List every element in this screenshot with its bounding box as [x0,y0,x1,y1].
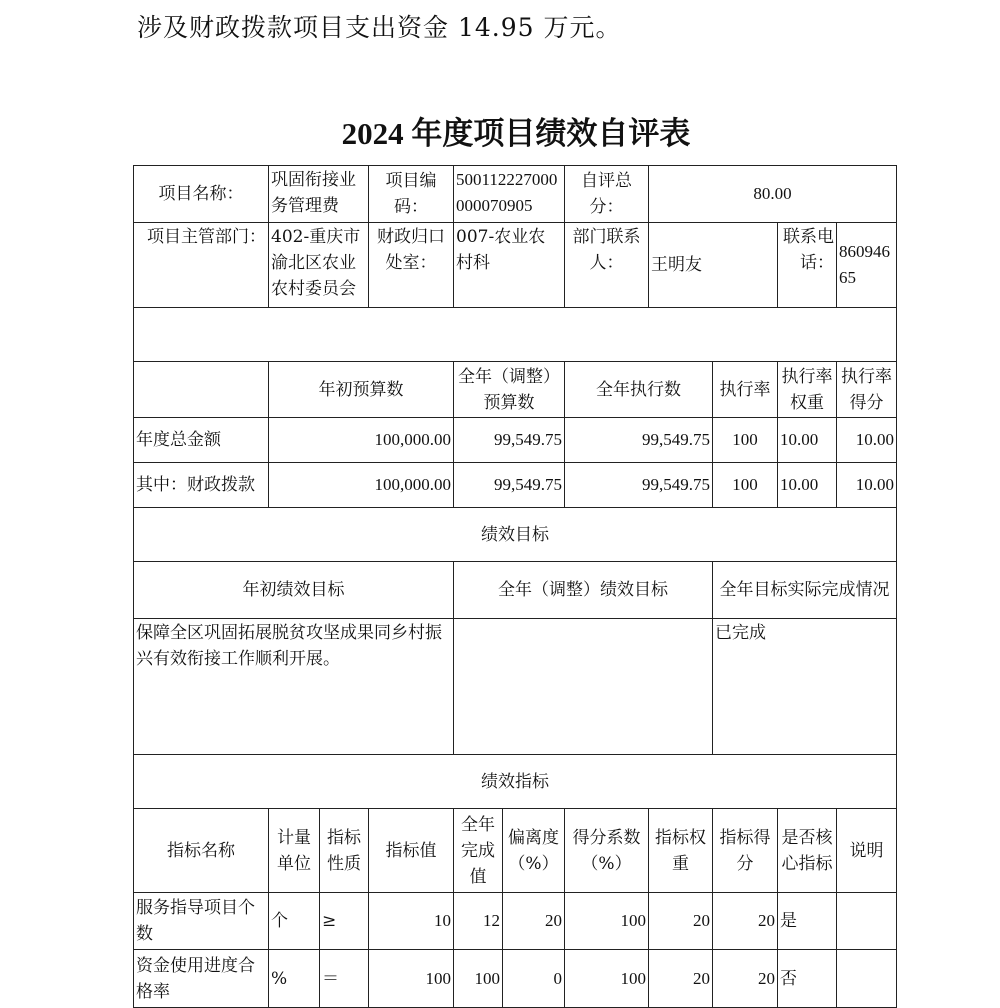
budget-executed: 99,549.75 [565,463,713,508]
phone-label: 联系电话： [778,223,837,308]
indicator-nature: ≥ [320,893,369,950]
project-row-2 [134,223,897,308]
blank-row [134,308,897,362]
indicator-target: 100 [369,950,454,1008]
budget-rate: 100 [713,418,778,463]
budget-row [134,463,897,508]
goals-content-row [134,619,897,755]
indicator-header-coef: 得分系数（%） [565,809,649,893]
performance-self-evaluation-table [133,165,897,1008]
goals-initial-text: 保障全区巩固拓展脱贫攻坚成果同乡村振兴有效衔接工作顺利开展。 [134,619,454,755]
budget-header-score: 执行率得分 [837,362,897,418]
indicator-weight: 20 [649,950,713,1008]
goals-adjusted-text [454,619,713,755]
indicator-coef: 100 [565,893,649,950]
indicator-header-unit: 计量单位 [269,809,320,893]
indicator-header-score: 指标得分 [713,809,778,893]
self-score-value: 80.00 [649,166,897,223]
budget-weight: 10.00 [778,418,837,463]
goals-header-adjusted: 全年（调整）绩效目标 [454,562,713,619]
budget-header-weight: 执行率权重 [778,362,837,418]
budget-header-initial: 年初预算数 [269,362,454,418]
budget-header-rate: 执行率 [713,362,778,418]
budget-corner-cell [134,362,269,418]
goals-header-actual: 全年目标实际完成情况 [713,562,897,619]
budget-score: 10.00 [837,463,897,508]
project-code-value: 500112227000000070905 [454,166,565,223]
indicator-header-weight: 指标权重 [649,809,713,893]
indicator-target: 10 [369,893,454,950]
project-name-value: 巩固衔接业务管理费 [269,166,369,223]
budget-header-row [134,362,897,418]
indicators-section-row [134,755,897,809]
indicator-core: 否 [778,950,837,1008]
indicator-unit: % [269,950,320,1008]
indicator-note [837,893,897,950]
budget-row-label: 年度总金额 [134,418,269,463]
indicator-note [837,950,897,1008]
indicator-unit: 个 [269,893,320,950]
self-score-label: 自评总分： [565,166,649,223]
dept-value: 402-重庆市渝北区农业农村委员会 [269,223,369,308]
indicator-name: 服务指导项目个数 [134,893,269,950]
budget-initial: 100,000.00 [269,463,454,508]
goals-section-row [134,508,897,562]
project-name-label: 项目名称： [134,166,269,223]
project-row-1 [134,166,897,223]
goals-header-initial: 年初绩效目标 [134,562,454,619]
budget-adjusted: 99,549.75 [454,418,565,463]
indicator-score: 20 [713,893,778,950]
indicator-row [134,893,897,950]
indicators-header-row [134,809,897,893]
finance-office-label: 财政归口处室： [369,223,454,308]
project-code-label: 项目编码： [369,166,454,223]
budget-weight: 10.00 [778,463,837,508]
indicator-coef: 100 [565,950,649,1008]
indicator-header-note: 说明 [837,809,897,893]
blank-cell [134,308,897,362]
indicator-header-core: 是否核心指标 [778,809,837,893]
indicator-name: 资金使用进度合格率 [134,950,269,1008]
indicator-header-target: 指标值 [369,809,454,893]
goals-header-row [134,562,897,619]
intro-paragraph: 涉及财政拨款项目支出资金 14.95 万元。 [137,13,622,42]
budget-header-adjusted: 全年（调整）预算数 [454,362,565,418]
indicator-core: 是 [778,893,837,950]
indicator-deviation: 0 [503,950,565,1008]
budget-initial: 100,000.00 [269,418,454,463]
indicator-score: 20 [713,950,778,1008]
finance-office-value: 007-农业农村科 [454,223,565,308]
table-title: 2024 年度项目绩效自评表 [341,116,691,151]
contact-person-value: 王明友 [649,223,778,308]
budget-row [134,418,897,463]
indicator-header-actual: 全年完成值 [454,809,503,893]
indicator-header-name: 指标名称 [134,809,269,893]
indicator-weight: 20 [649,893,713,950]
indicator-row [134,950,897,1008]
indicator-nature: ＝ [320,950,369,1008]
budget-header-executed: 全年执行数 [565,362,713,418]
phone-value: 86094665 [837,223,897,308]
budget-row-label: 其中：财政拨款 [134,463,269,508]
indicator-header-deviation: 偏离度（%） [503,809,565,893]
goals-section-title: 绩效目标 [134,508,897,562]
goals-actual-text: 已完成 [713,619,897,755]
budget-adjusted: 99,549.75 [454,463,565,508]
budget-rate: 100 [713,463,778,508]
budget-executed: 99,549.75 [565,418,713,463]
indicator-actual: 12 [454,893,503,950]
indicator-actual: 100 [454,950,503,1008]
indicator-header-nature: 指标性质 [320,809,369,893]
budget-score: 10.00 [837,418,897,463]
indicators-section-title: 绩效指标 [134,755,897,809]
dept-label: 项目主管部门： [134,223,269,308]
contact-person-label: 部门联系人： [565,223,649,308]
indicator-deviation: 20 [503,893,565,950]
